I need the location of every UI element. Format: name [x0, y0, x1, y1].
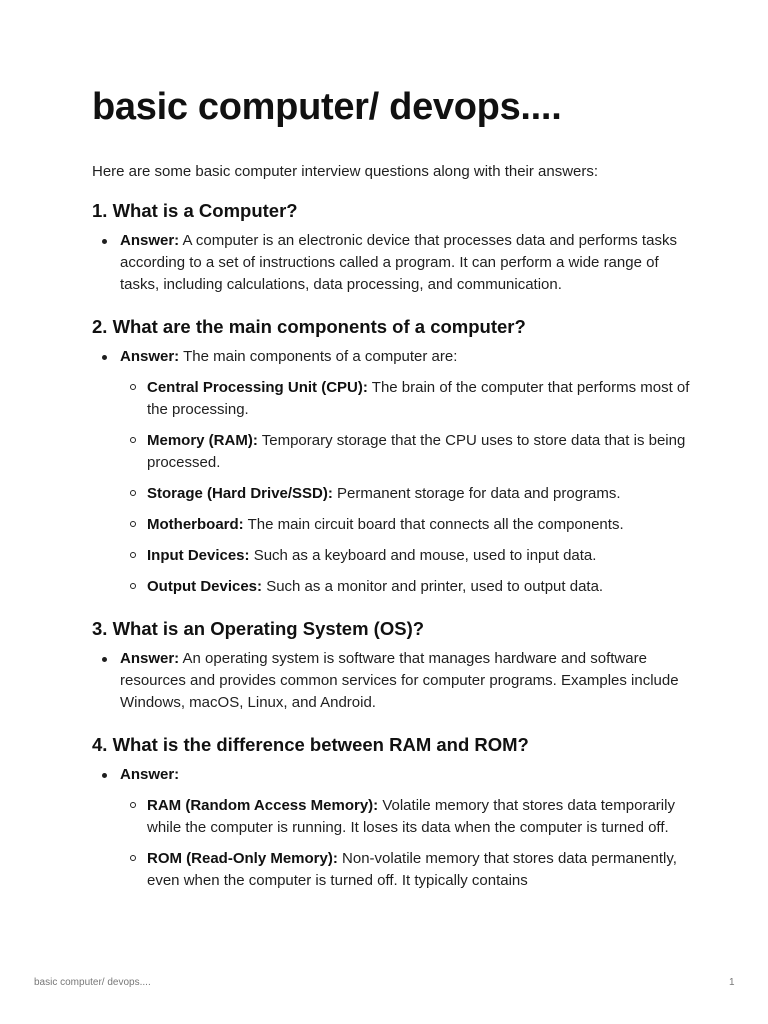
answer-label: Answer:	[120, 766, 180, 783]
item-desc: Such as a monitor and printer, used to output data.	[266, 578, 604, 595]
answer-text: A computer is an electronic device that processes data and performs tasks according to a set of instructions called a program. It can perform a wide range of tasks, including calculations, data processing, and communication.	[120, 232, 677, 293]
item-desc: Permanent storage for data and programs.	[337, 485, 621, 502]
page-number: 1	[729, 977, 735, 988]
item-term: Output Devices:	[147, 578, 263, 595]
item-term: Storage (Hard Drive/SSD):	[147, 485, 333, 502]
section-heading: 3. What is an Operating System (OS)?	[92, 618, 425, 639]
section-1	[92, 198, 692, 296]
content	[92, 198, 692, 910]
answer-list	[92, 230, 692, 296]
list-item	[120, 483, 692, 505]
item-desc: Temporary storage that the CPU uses to store data that is being processed.	[147, 432, 686, 471]
page-title: basic computer/ devops....	[92, 86, 562, 128]
answer-item	[92, 648, 692, 714]
item-term: Input Devices:	[147, 547, 250, 564]
section-2	[92, 314, 692, 598]
list-item	[120, 576, 692, 598]
answer-label: Answer:	[120, 348, 180, 365]
item-term: RAM (Random Access Memory):	[147, 797, 379, 814]
list-item	[120, 430, 692, 474]
footer-title: basic computer/ devops....	[34, 977, 151, 988]
answer-label: Answer:	[120, 232, 180, 249]
answer-list	[92, 346, 692, 598]
item-desc: Such as a keyboard and mouse, used to input data.	[253, 547, 597, 564]
section-heading: 1. What is a Computer?	[92, 200, 298, 221]
memory-list	[120, 795, 692, 892]
item-desc: The brain of the computer that performs most of the processing.	[147, 379, 690, 418]
item-desc: Non-volatile memory that stores data permanently, even when the computer is turned off. It typically contains	[147, 850, 677, 889]
section-3	[92, 616, 692, 714]
item-term: ROM (Read-Only Memory):	[147, 850, 338, 867]
answer-list	[92, 648, 692, 714]
item-term: Motherboard:	[147, 516, 244, 533]
answer-label: Answer:	[120, 650, 180, 667]
intro-paragraph: Here are some basic computer interview questions along with their answers:	[92, 163, 599, 180]
answer-text: The main components of a computer are:	[183, 348, 458, 365]
item-term: Memory (RAM):	[147, 432, 258, 449]
item-desc: The main circuit board that connects all the components.	[247, 516, 624, 533]
section-4	[92, 732, 692, 892]
list-item	[120, 545, 692, 567]
answer-list	[92, 764, 692, 892]
list-item	[120, 795, 692, 839]
item-desc: Volatile memory that stores data temporarily while the computer is running. It loses its data when the computer is turned off.	[147, 797, 675, 836]
item-term: Central Processing Unit (CPU):	[147, 379, 368, 396]
section-heading: 2. What are the main components of a computer?	[92, 316, 526, 337]
answer-item	[92, 230, 692, 296]
section-heading: 4. What is the difference between RAM and ROM?	[92, 734, 529, 755]
answer-item	[92, 346, 692, 598]
list-item	[120, 514, 692, 536]
answer-item	[92, 764, 692, 892]
list-item	[120, 377, 692, 421]
list-item	[120, 848, 692, 892]
component-list	[120, 377, 692, 598]
answer-text: An operating system is software that manages hardware and software resources and provides common services for computer programs. Examples include Windows, macOS, Linux, and Android.	[120, 650, 679, 711]
